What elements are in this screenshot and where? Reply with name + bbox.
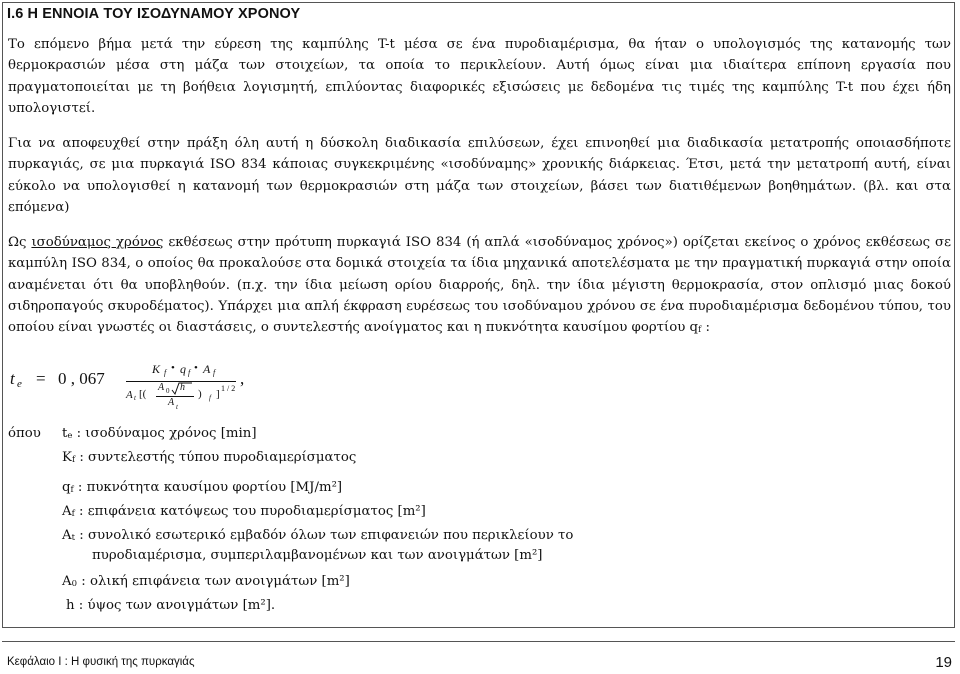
paragraph-3-sub: f [698,325,702,336]
footer-chapter: Κεφάλαιο Ι : Η φυσική της πυρκαγιάς [7,656,195,668]
legend-description: : ύψος των ανοιγμάτων [m²]. [74,598,276,613]
formula-den-f: f [209,394,211,402]
formula-den-0: 0 [166,387,170,395]
formula-den-open: [( [139,388,147,400]
formula-num-K: K [152,362,161,376]
paragraph-3-prefix: Ως [8,235,32,250]
legend-item-at-continuation [92,548,543,563]
term-equivalent-time: ισοδύναμος χρόνος [31,235,164,250]
legend-item-h [66,598,275,613]
legend-item-kf [62,450,356,465]
formula-den-bracket: ] [216,388,220,400]
paragraph-3-body: εκθέσεως στην πρότυπη πυρκαγιά ISO 834 (ή απλά «ισοδύναμος χρόνος») ορίζεται εκείνος ο χρόνος εκθέσεως σε καμπύλη ISO 834, ο οποίος θα προκαλούσε στα δομικά στοιχεία τα ίδια μηχανικά αποτελέσματα με την πραγματική πυρκαγιά στην οποία αναμένεται ότι θα υποβληθούν. (π.χ. την ίδια μείωση ορίου διαρροής, δηλ. την ίδια μέγιστη θερμοκρασία, στον οπλισμό μιας δοκού σιδηροπαγούς σκυροδέματος). Υπάρχει μια απλή έκφραση ευρέσεως του ισοδύναμου χρόνου σε ένα πυροδιαμέρισμα δεδομένου τύπου, του οποίου είναι γνωστές οι διαστάσεις, ο συντελεστής ανοίγματος και η πυκνότητα καυσίμου φορτίου q [8,235,951,336]
formula-t: t [10,369,15,388]
equivalent-time-formula [8,360,408,420]
legend-description: πυροδιαμέρισμα, συμπεριλαμβανομένων και των ανοιγμάτων [m²] [92,548,543,563]
formula-e: e [17,378,22,390]
legend-symbol: A [62,504,72,519]
formula-num-q: q [180,362,186,376]
formula-den-close: ) [198,388,202,400]
legend-item-a0 [62,574,350,589]
formula-den-t2: t [176,403,178,411]
footer-divider [2,641,955,642]
paragraph-3 [8,232,951,341]
paragraph-3-end: : [701,320,710,336]
formula-num-dot1: • [171,362,175,374]
legend-description: : συντελεστής τύπου πυροδιαμερίσματος [75,450,357,465]
paragraph-1: Το επόμενο βήμα μετά την εύρεση της καμπύλης T-t μέσα σε ένα πυροδιαμέρισμα, θα ήταν ο υπολογισμός της κατανομής των θερμοκρασιών μέσα στη μάζα των στοιχείων, τα οποία το περικλείουν. Αυτή όμως είναι μια ιδιαίτερα επίπονη εργασία που πραγματοποιείται με τη βοήθεια λογισμητή, επιλύοντας διαφορικές εξισώσεις με δεδομένα τις τιμές της καμπύλης T-t που έχει ήδη υπολογιστεί. [8,37,951,116]
page-number: 19 [935,654,952,671]
legend-item-af [62,504,426,519]
formula-inner-bar [156,396,194,397]
legend-subscript: f [70,485,74,495]
legend-symbol: A [62,574,72,589]
formula-den-At: A [168,397,175,408]
formula-den-t: t [134,394,136,402]
section-heading: I.6 Η ΕΝΝΟΙΑ ΤΟΥ ΙΣΟΔΥΝΑΜΟΥ ΧΡΟΝΟΥ [7,6,301,22]
formula-den-A0: A [158,382,165,393]
formula-comma: , [240,369,245,388]
formula-num-A: A [203,362,211,376]
legend-subscript: 0 [71,579,78,589]
legend-item-qf [62,480,342,495]
paragraph-2: Για να αποφευχθεί στην πράξη όλη αυτή η δύσκολη διαδικασία επιλύσεων, έχει επινοηθεί μια διαδικασία μετατροπής οποιασδήποτε πυρκαγιάς, σε μια πυρκαγιά ISO 834 κάποιας συγκεκριμένης «ισοδύναμης» χρονικής διάρκειας. Έτσι, μετά την μετατροπή αυτή, είναι εύκολο να υπολογισθεί η κατανομή των θερμοκρασιών στη μάζα των στοιχείων, βάσει των διατιθέμενων βοηθημάτων. (βλ. και στα επόμενα) [8,136,951,215]
formula-den-h: h [180,382,185,393]
formula-coefficient: 0 , 067 [58,369,105,388]
legend-symbol: K [62,450,72,465]
formula-num-f1: f [164,368,167,377]
legend-description: : πυκνότητα καυσίμου φορτίου [MJ/m²] [73,480,343,495]
legend-description: : ισοδύναμος χρόνος [min] [72,426,257,441]
legend-intro: όπου [8,426,41,441]
legend-description: : συνολικό εσωτερικό εμβαδόν όλων των επιφανειών που περικλείουν το [75,528,574,543]
legend-subscript: t [71,533,76,543]
legend-description: : ολική επιφάνεια των ανοιγμάτων [m²] [77,574,350,589]
legend-symbol: q [62,480,71,495]
legend-subscript: f [71,509,75,519]
legend-symbol: t [62,426,68,441]
formula-num-f3: f [213,368,216,377]
legend-symbol: A [62,528,72,543]
formula-num-f2: f [188,368,191,377]
legend-item-te [62,426,257,441]
legend-subscript: f [71,455,76,465]
legend-symbol: h [66,598,75,613]
formula-num-dot2: • [194,362,198,374]
formula-equals: = [36,369,46,388]
legend-item-at [62,528,573,543]
legend-description: : επιφάνεια κατόψεως του πυροδιαμερίσματος [m²] [74,504,426,519]
formula-den-exp: 1 / 2 [221,384,236,393]
formula-den-A: A [126,389,133,401]
legend-subscript: e [67,431,73,441]
